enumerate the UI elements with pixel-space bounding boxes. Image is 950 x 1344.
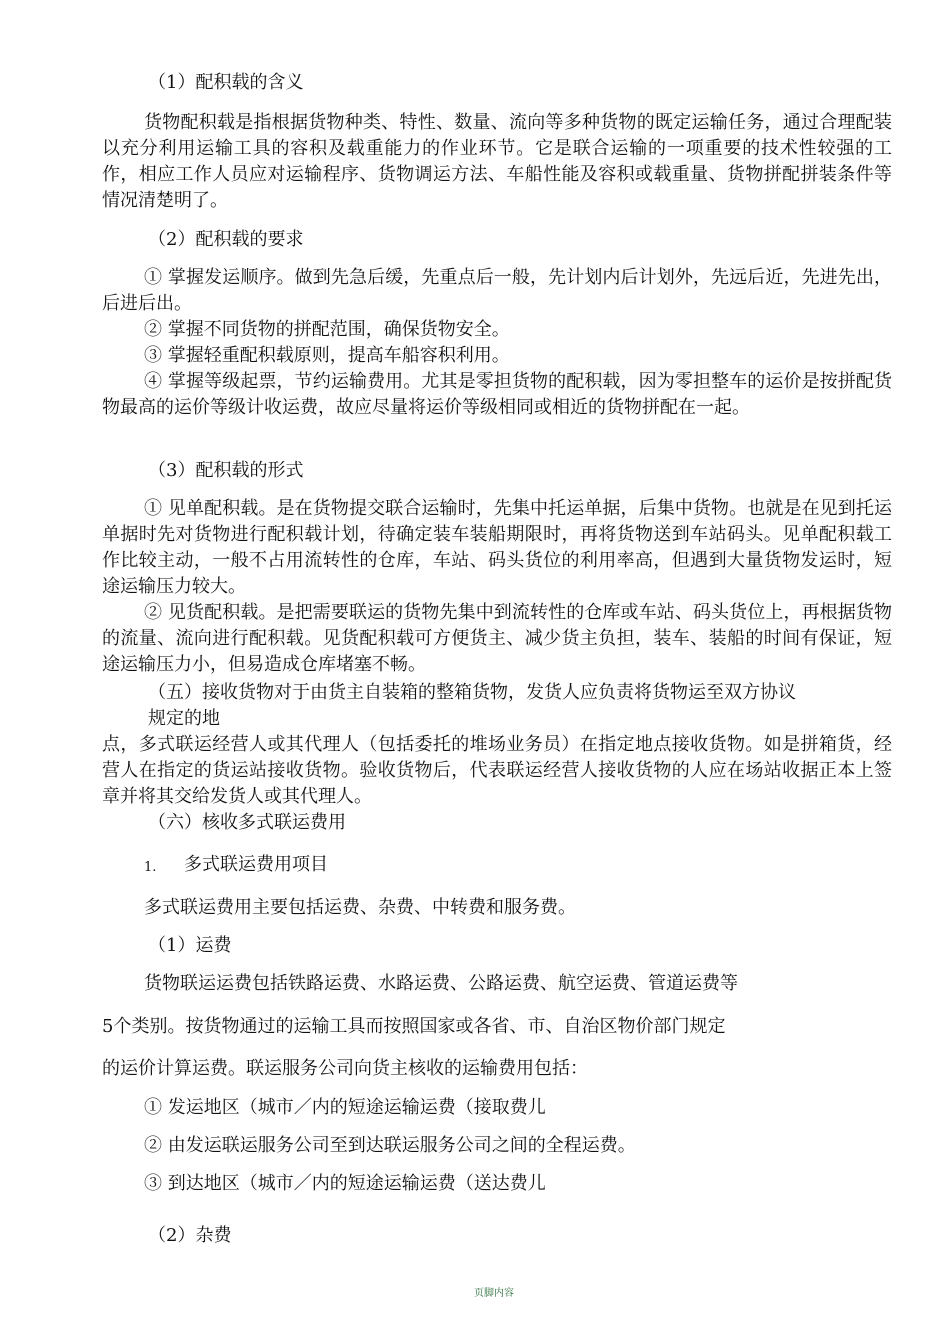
page-footer: 页脚内容 xyxy=(474,1288,514,1299)
heading-meaning: （1）配积载的含义 xyxy=(148,72,304,93)
forms-list xyxy=(102,496,892,678)
charge-item-1: ① 发运地区（城市／内的短途运输运费（接取费儿 xyxy=(144,1097,546,1118)
form-2: ② 见货配积载。是把需要联运的货物先集中到流转性的仓库或车站、码头货位上，再根据货物的流量、流向进行配积载。见货配积载可方便货主、减少货主负担，装车、装船的时间有保证，短途运输压力小，但易造成仓库堵塞不畅。 xyxy=(102,602,892,675)
paragraph-text: 货物配积载是指根据货物种类、特性、数量、流向等多种货物的既定运输任务，通过合理配装以充分利用运输工具的容积及载重能力的作业环节。它是联合运输的一项重要的技术性较强的工作，相应工作人员应对运输程序、货物调运方法、车船性能及容积或载重量、货物拼配拼装条件等情况清楚明了。 xyxy=(102,112,892,211)
para-meaning xyxy=(102,110,892,214)
paragraph-text: 点，多式联运经营人或其代理人（包括委托的堆场业务员）在指定地点接收货物。如是拼箱货，经营人在指定的货运站接收货物。验收货物后，代表联运经营人接收货物的人应在场站收据正本上签章并将其交给发货人或其代理人。 xyxy=(102,734,892,807)
freight-line-3: 的运价计算运费。联运服务公司向货主核收的运输费用包括： xyxy=(102,1058,588,1079)
requirement-3: ③ 掌握轻重配积载原则，提高车船容积利用。 xyxy=(144,345,510,366)
charge-item-2: ② 由发运联运服务公司至到达联运服务公司之间的全程运费。 xyxy=(144,1135,636,1156)
charge-item-3: ③ 到达地区（城市／内的短途运输运费（送达费儿 xyxy=(144,1173,546,1194)
heading-requirements: （2）配积载的要求 xyxy=(148,229,304,250)
freight-line-2: 5个类别。按货物通过的运输工具而按照国家或各省、市、自治区物价部门规定 xyxy=(102,1016,726,1037)
heading-forms: （3）配积载的形式 xyxy=(148,460,304,481)
fees-summary: 多式联运费用主要包括运费、杂费、中转费和服务费。 xyxy=(144,897,576,918)
item-title: 多式联运费用项目 xyxy=(184,854,328,875)
requirement-2: ② 掌握不同货物的拼配范围，确保货物安全。 xyxy=(144,319,510,340)
freight-line-1: 货物联运运费包括铁路运费、水路运费、公路运费、航空运费、管道运费等 xyxy=(144,973,738,994)
section-6-heading: （六）核收多式联运费用 xyxy=(148,812,346,833)
section-5-continued: 规定的地 xyxy=(148,708,220,729)
heading-freight: （1）运费 xyxy=(148,935,232,956)
item-number: 1. xyxy=(144,860,157,875)
section-5-heading: （五）接收货物对于由货主自装箱的整箱货物，发货人应负责将货物运至双方协议 xyxy=(148,682,796,703)
form-1: ① 见单配积载。是在货物提交联合运输时，先集中托运单据，后集中货物。也就是在见到托运单据时先对货物进行配积载计划，待确定装车装船期限时，再将货物送到车站码头。见单配积载工作比较主动，一般不占用流转性的仓库，车站、码头货位的利用率高，但遇到大量货物发运时，短途运输压力较大。 xyxy=(102,498,892,597)
requirements-list xyxy=(102,265,892,421)
section-5-body xyxy=(102,732,892,810)
heading-misc-fees: （2）杂费 xyxy=(148,1225,232,1246)
requirement-1: ① 掌握发运顺序。做到先急后缓，先重点后一般，先计划内后计划外，先远后近，先进先出，后进后出。 xyxy=(102,267,892,314)
requirement-4: ④ 掌握等级起票，节约运输费用。尤其是零担货物的配积载，因为零担整车的运价是按拼配货物最高的运价等级计收运费，故应尽量将运价等级相同或相近的货物拼配在一起。 xyxy=(102,371,892,418)
